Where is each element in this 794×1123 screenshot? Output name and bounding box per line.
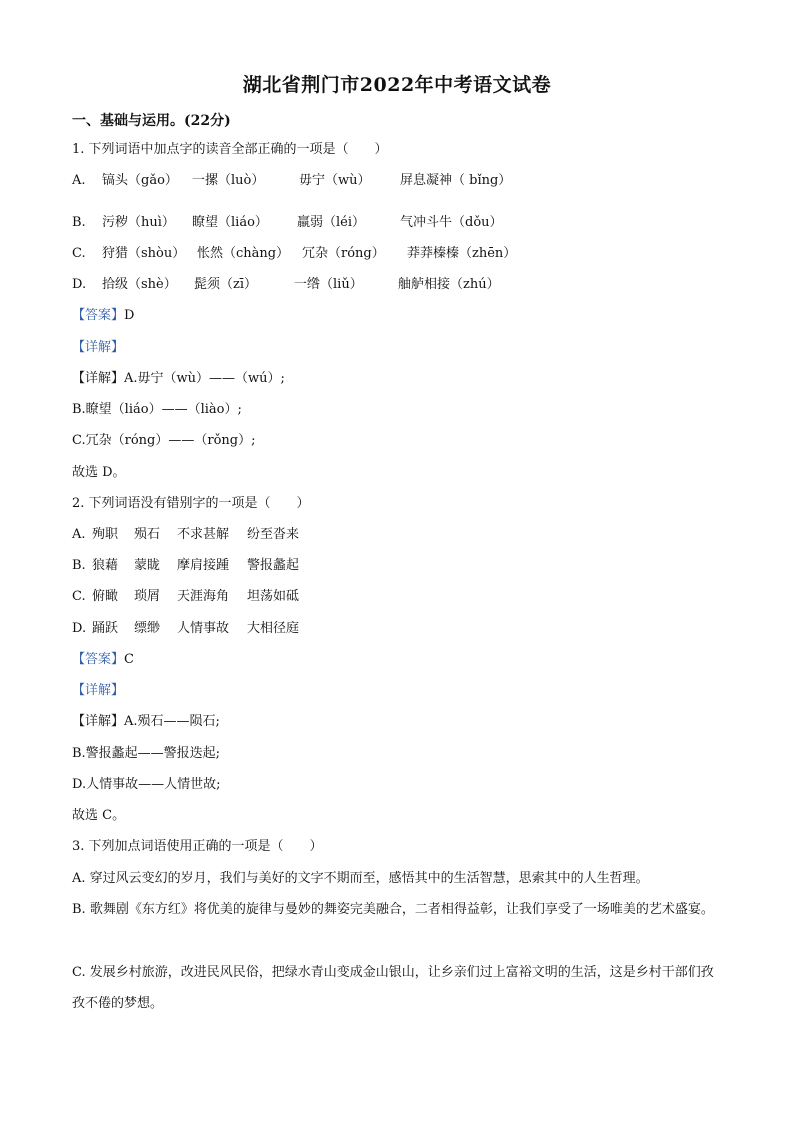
option-word: 狼藉: [92, 558, 119, 573]
option-word: 羸弱（léi）: [297, 215, 366, 230]
option-word: 殉职: [92, 527, 119, 542]
option-word: 俯瞰: [92, 589, 119, 604]
question-1-detail-line: 【详解】A.毋宁（wù）——（wú）;: [72, 371, 285, 386]
option-word: 怅然（chàng）: [197, 246, 290, 261]
question-1-option-d: [72, 276, 500, 294]
option-word: 缥缈: [134, 621, 161, 636]
option-word: 莽莽榛榛（zhēn）: [407, 246, 517, 261]
answer-label: 【答案】: [72, 652, 125, 667]
question-2-option-b: [72, 557, 299, 575]
option-word: 一绺（liǔ）: [294, 277, 363, 292]
option-word: 警报蠡起: [247, 558, 300, 573]
option-word: 毋宁（wù）: [299, 173, 371, 188]
answer-value: D: [124, 308, 135, 323]
option-word: 气冲斗牛（dǒu）: [400, 215, 503, 230]
option-word: 狩猎（shòu）: [102, 246, 186, 261]
question-2-option-c: [72, 588, 299, 606]
option-letter: C.: [72, 589, 86, 604]
question-1-option-b: [72, 214, 503, 232]
option-word: 纷至沓来: [247, 527, 300, 542]
question-1-detail-line: 故选 D。: [72, 465, 126, 480]
option-letter: A.: [72, 173, 86, 188]
option-letter: D.: [72, 621, 87, 636]
question-3-option-b: B. 歌舞剧《东方红》将优美的旋律与曼妙的舞姿完美融合，二者相得益彰，让我们享受了一场唯美的艺术盛宴。: [72, 902, 714, 917]
question-2-option-d: [72, 620, 299, 638]
question-1-option-a: [72, 172, 511, 190]
answer-label: 【答案】: [72, 308, 125, 323]
option-word: 一摞（luò）: [192, 173, 265, 188]
option-letter: C.: [72, 246, 86, 261]
option-letter: B.: [72, 215, 86, 230]
question-2-option-a: [72, 526, 299, 544]
option-word: 摩肩接踵: [177, 558, 230, 573]
option-word: 污秽（huì）: [102, 215, 175, 230]
answer-value: C: [124, 652, 134, 667]
option-word: 坦荡如砥: [247, 589, 300, 604]
question-2-detail-label: 【详解】: [72, 683, 125, 698]
question-2-detail-line: 故选 C。: [72, 808, 126, 823]
option-letter: D.: [72, 277, 87, 292]
question-1-detail-label: 【详解】: [72, 340, 125, 355]
question-1-detail-line: C.冗杂（róng）——（rǒng）;: [72, 433, 256, 448]
question-2-stem: 2. 下列词语没有错别字的一项是（ ）: [72, 496, 310, 511]
option-word: 冗杂（róng）: [302, 246, 385, 261]
option-word: 瞭望（liáo）: [192, 215, 268, 230]
option-word: 舳舻相接（zhú）: [398, 277, 500, 292]
option-word: 镐头（gǎo）: [102, 173, 178, 188]
option-word: 殒石: [134, 527, 161, 542]
option-word: 天涯海角: [177, 589, 230, 604]
option-word: 大相径庭: [247, 621, 300, 636]
page-title: 湖北省荆门市2022年中考语文试卷: [242, 74, 552, 96]
question-3-stem: 3. 下列加点词语使用正确的一项是（ ）: [72, 839, 323, 854]
option-letter: A.: [72, 527, 86, 542]
question-1-stem: 1. 下列词语中加点字的读音全部正确的一项是（ ）: [72, 142, 388, 157]
option-word: 拾级（shè）: [102, 277, 177, 292]
question-1-detail-line: B.瞭望（liáo）——（liào）;: [72, 402, 242, 417]
option-word: 蒙眬: [134, 558, 161, 573]
question-2-detail-line: 【详解】A.殒石——陨石;: [72, 714, 220, 729]
question-1-answer: [72, 307, 134, 325]
option-word: 琐屑: [134, 589, 161, 604]
question-1-option-c: [72, 245, 516, 263]
question-3-option-a: A. 穿过风云变幻的岁月，我们与美好的文字不期而至，感悟其中的生活智慧，思索其中的人生哲理。: [72, 871, 649, 886]
option-word: 踊跃: [92, 621, 119, 636]
option-word: 髭须（zī）: [194, 277, 258, 292]
option-letter: B.: [72, 558, 86, 573]
option-word: 屏息凝神（ bǐng）: [400, 173, 512, 188]
question-2-detail-line: D.人情事故——人情世故;: [72, 777, 221, 792]
question-2-detail-line: B.警报蠡起——警报迭起;: [72, 746, 221, 761]
question-2-answer: [72, 651, 134, 669]
option-word: 人情事故: [177, 621, 230, 636]
question-3-option-c: C. 发展乡村旅游，改进民风民俗，把绿水青山变成金山银山，让乡亲们过上富裕文明的生活，这是乡村干部们孜孜不倦的梦想。: [72, 965, 714, 1011]
option-word: 不求甚解: [177, 527, 230, 542]
section-heading: 一、基础与运用。(22分): [72, 113, 231, 129]
